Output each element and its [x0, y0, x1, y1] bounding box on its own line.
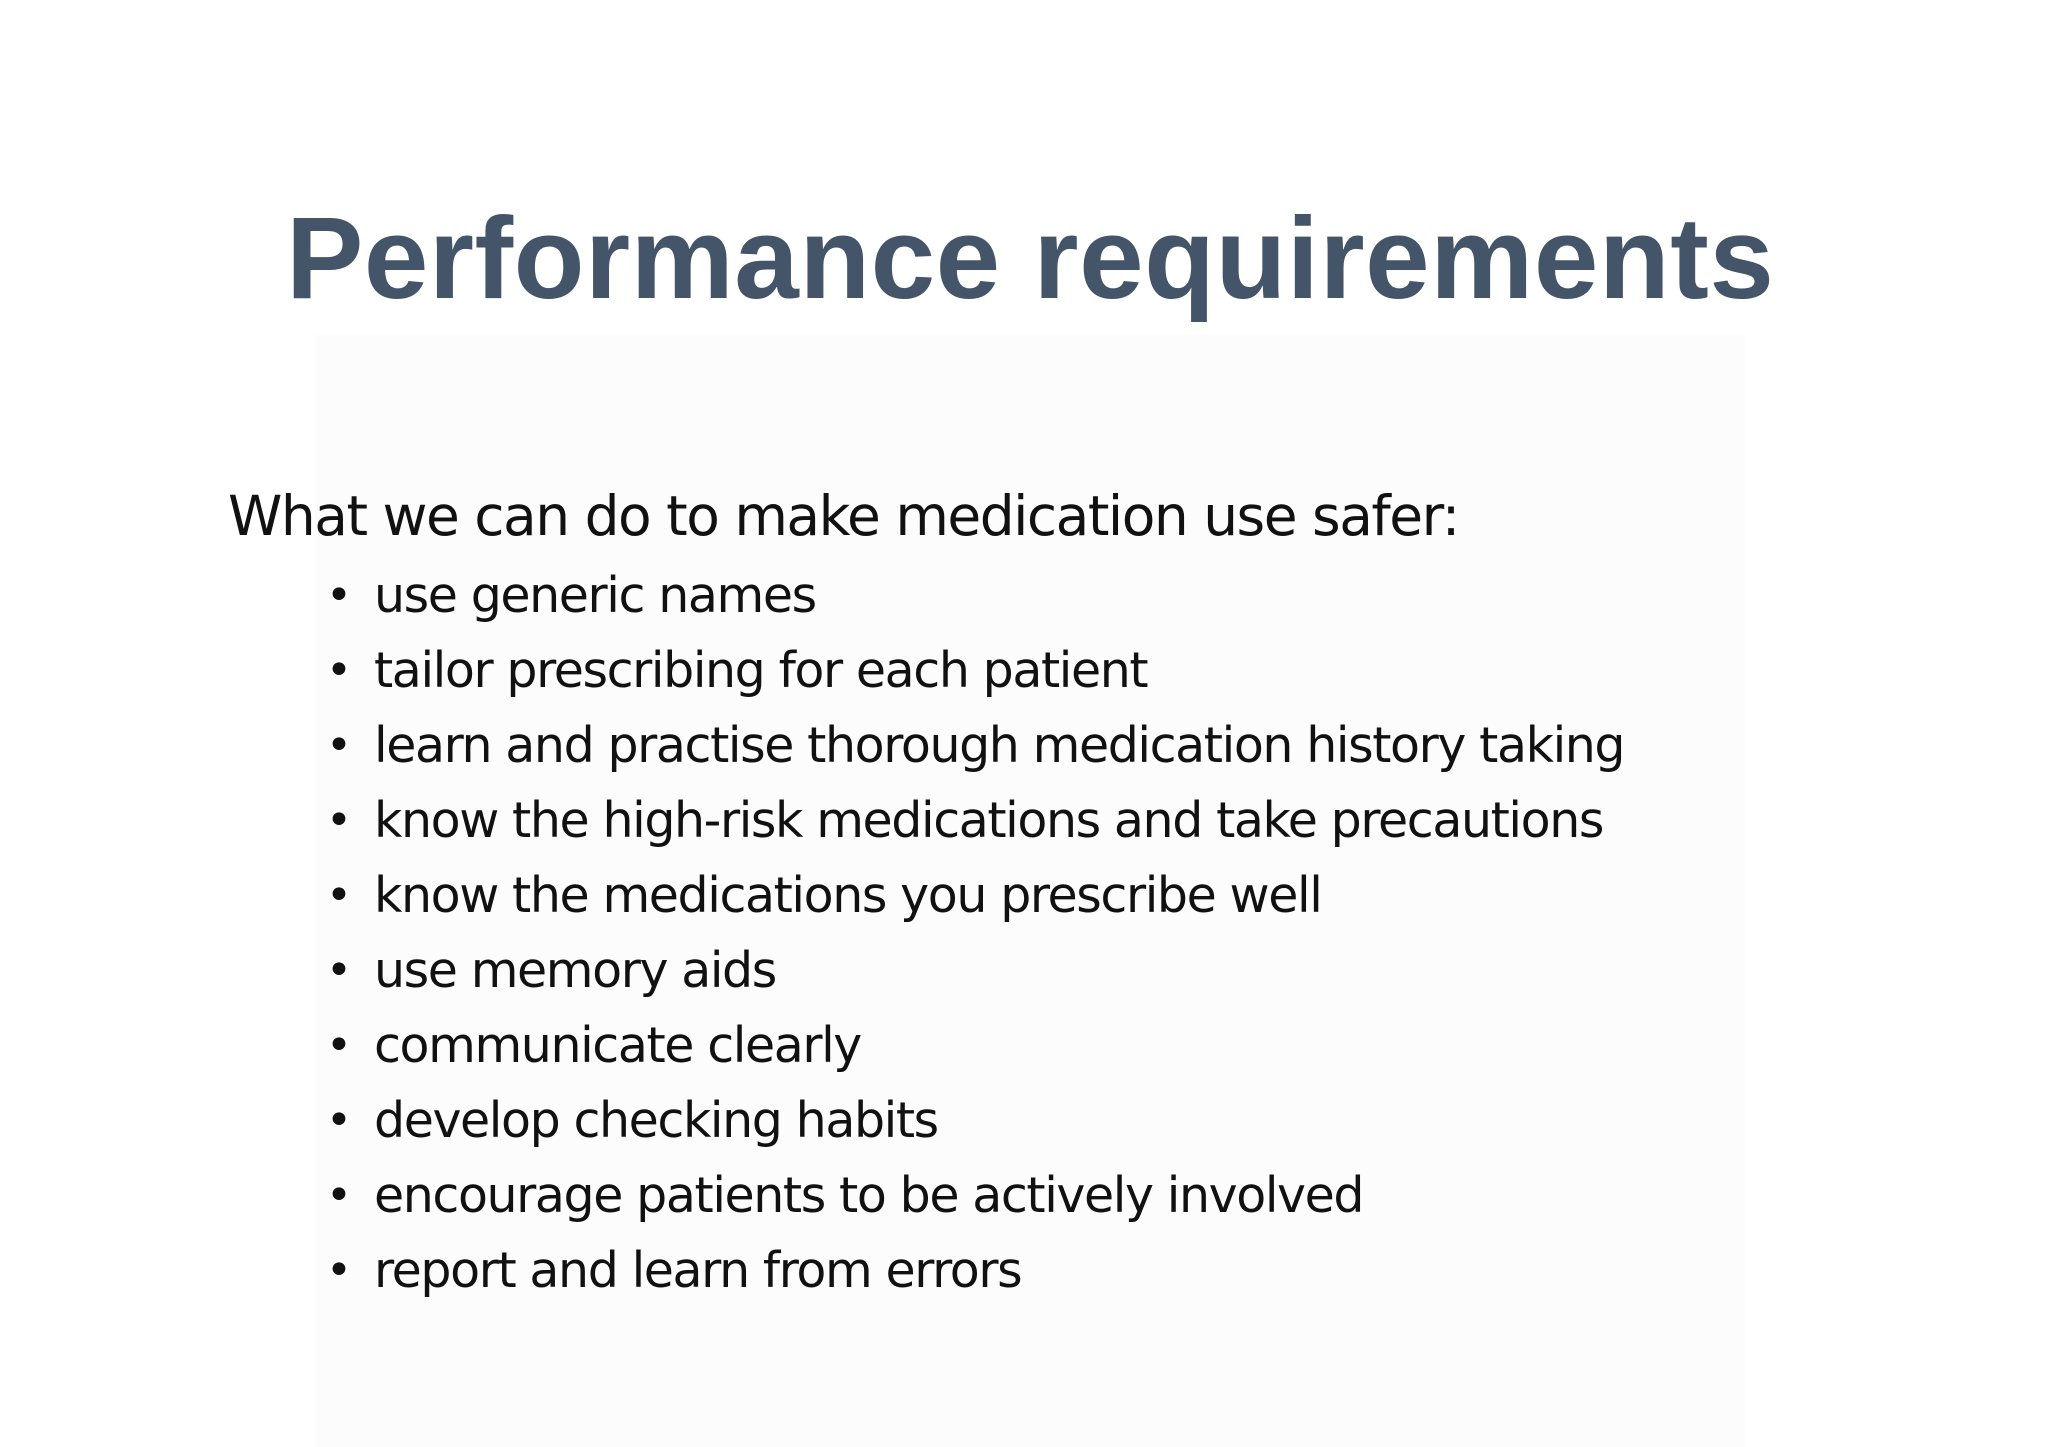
bullet-icon: •: [326, 795, 352, 846]
bullet-icon: •: [326, 1020, 352, 1071]
list-item-text: use memory aids: [374, 942, 776, 999]
slide-title: Performance requirements: [286, 193, 1775, 323]
bullet-icon: •: [326, 570, 352, 621]
list-item-text: know the high-risk medications and take precautions: [374, 792, 1604, 849]
list-item-text: tailor prescribing for each patient: [374, 642, 1148, 699]
list-item-text: communicate clearly: [374, 1017, 861, 1074]
list-item-text: report and learn from errors: [374, 1242, 1022, 1299]
bullet-icon: •: [326, 945, 352, 996]
intro-text: What we can do to make medication use safer:: [228, 484, 1459, 548]
list-item-text: develop checking habits: [374, 1092, 938, 1149]
bullet-icon: •: [326, 720, 352, 771]
list-item-text: use generic names: [374, 567, 816, 624]
list-item-text: encourage patients to be actively involved: [374, 1167, 1364, 1224]
bullet-icon: •: [326, 870, 352, 921]
bullet-icon: •: [326, 1170, 352, 1221]
bullet-icon: •: [326, 1095, 352, 1146]
list-item-text: learn and practise thorough medication history taking: [374, 717, 1625, 774]
bullet-icon: •: [326, 645, 352, 696]
list-item-text: know the medications you prescribe well: [374, 867, 1322, 924]
bullet-icon: •: [326, 1245, 352, 1296]
